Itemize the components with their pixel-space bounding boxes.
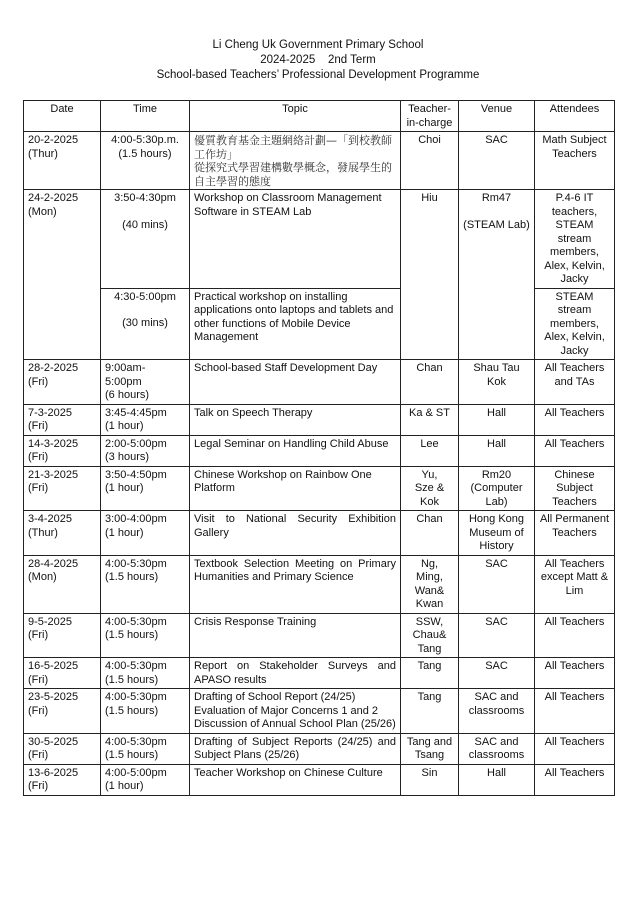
cell-attendees: All Teachers xyxy=(535,404,615,435)
cell-date: 28-4-2025 (Mon) xyxy=(24,555,101,613)
cell-teacher: Choi xyxy=(401,132,459,190)
cell-time: 2:00-5:00pm (3 hours) xyxy=(101,435,190,466)
cell-attendees: All Teachers xyxy=(535,733,615,764)
cell-teacher: SSW, Chau& Tang xyxy=(401,613,459,658)
table-row xyxy=(24,404,615,435)
table-row xyxy=(24,190,615,289)
cell-topic: Drafting of Subject Reports (24/25) and Subject Plans (25/26) xyxy=(190,733,401,764)
cell-attendees: All Permanent Teachers xyxy=(535,511,615,556)
cell-date: 14-3-2025 (Fri) xyxy=(24,435,101,466)
cell-attendees: P.4-6 IT teachers, STEAM stream members, Alex, Kelvin, Jacky xyxy=(535,190,615,289)
cell-venue: SAC xyxy=(459,613,535,658)
cell-teacher: Sin xyxy=(401,764,459,795)
cell-venue: SAC and classrooms xyxy=(459,733,535,764)
cell-venue: SAC xyxy=(459,658,535,689)
cell-time: 4:00-5:30pm (1.5 hours) xyxy=(101,555,190,613)
cell-topic: School-based Staff Development Day xyxy=(190,360,401,405)
table-row xyxy=(24,764,615,795)
cell-date: 3-4-2025 (Thur) xyxy=(24,511,101,556)
table-header-row xyxy=(24,101,615,132)
cell-attendees: All Teachers and TAs xyxy=(535,360,615,405)
cell-time: 3:50-4:50pm (1 hour) xyxy=(101,466,190,511)
col-header-time: Time xyxy=(101,101,190,132)
cell-topic: Talk on Speech Therapy xyxy=(190,404,401,435)
document-header xyxy=(0,38,636,83)
table-row xyxy=(24,689,615,734)
cell-time: 3:50-4:30pm (40 mins) xyxy=(101,190,190,289)
cell-time: 4:30-5:00pm (30 mins) xyxy=(101,288,190,360)
cell-topic: Chinese Workshop on Rainbow One Platform xyxy=(190,466,401,511)
col-header-topic: Topic xyxy=(190,101,401,132)
cell-attendees: All Teachers except Matt & Lim xyxy=(535,555,615,613)
cell-topic: Textbook Selection Meeting on Primary Humanities and Primary Science xyxy=(190,555,401,613)
table-row xyxy=(24,733,615,764)
cell-venue: Hall xyxy=(459,435,535,466)
cell-date: 20-2-2025 (Thur) xyxy=(24,132,101,190)
cell-topic: Practical workshop on installing applications onto laptops and tablets and other functions of Mobile Device Management xyxy=(190,288,401,360)
cell-attendees: Chinese Subject Teachers xyxy=(535,466,615,511)
cell-time: 4:00-5:30pm (1.5 hours) xyxy=(101,689,190,734)
cell-teacher: Chan xyxy=(401,511,459,556)
col-header-teacher-line1: Teacher- xyxy=(408,103,451,115)
school-name: Li Cheng Uk Government Primary School xyxy=(212,39,424,51)
cell-teacher: Tang xyxy=(401,689,459,734)
cell-topic: Visit to National Security Exhibition Gallery xyxy=(190,511,401,556)
cell-teacher: Yu, Sze & Kok xyxy=(401,466,459,511)
table-row xyxy=(24,132,615,190)
cell-venue: Hong Kong Museum of History xyxy=(459,511,535,556)
cell-teacher: Chan xyxy=(401,360,459,405)
table-row xyxy=(24,658,615,689)
cell-teacher: Hiu xyxy=(401,190,459,360)
cell-venue: Hall xyxy=(459,404,535,435)
cell-time: 3:00-4:00pm (1 hour) xyxy=(101,511,190,556)
schedule-table xyxy=(23,100,615,796)
cell-date: 16-5-2025 (Fri) xyxy=(24,658,101,689)
cell-topic: Workshop on Classroom Management Software in STEAM Lab xyxy=(190,190,401,289)
cell-date: 28-2-2025 (Fri) xyxy=(24,360,101,405)
cell-venue: SAC xyxy=(459,132,535,190)
cell-teacher: Tang xyxy=(401,658,459,689)
cell-attendees: Math Subject Teachers xyxy=(535,132,615,190)
col-header-attendees: Attendees xyxy=(535,101,615,132)
col-header-teacher xyxy=(401,101,459,132)
programme-title: School-based Teachers’ Professional Development Programme xyxy=(156,69,480,81)
cell-attendees: All Teachers xyxy=(535,613,615,658)
cell-venue: SAC xyxy=(459,555,535,613)
cell-teacher: Ka & ST xyxy=(401,404,459,435)
col-header-venue: Venue xyxy=(459,101,535,132)
cell-date: 9-5-2025 (Fri) xyxy=(24,613,101,658)
cell-attendees: All Teachers xyxy=(535,658,615,689)
cell-date: 21-3-2025 (Fri) xyxy=(24,466,101,511)
table-row xyxy=(24,435,615,466)
cell-date: 30-5-2025 (Fri) xyxy=(24,733,101,764)
table-row xyxy=(24,613,615,658)
cell-time: 4:00-5:30pm (1.5 hours) xyxy=(101,733,190,764)
cell-attendees: All Teachers xyxy=(535,764,615,795)
cell-topic: Drafting of School Report (24/25) Evaluation of Major Concerns 1 and 2 Discussion of Annual School Plan (25/26) xyxy=(190,689,401,734)
cell-date: 7-3-2025 (Fri) xyxy=(24,404,101,435)
cell-topic: Teacher Workshop on Chinese Culture xyxy=(190,764,401,795)
cell-topic: Report on Stakeholder Surveys and APASO results xyxy=(190,658,401,689)
cell-time: 3:45-4:45pm (1 hour) xyxy=(101,404,190,435)
cell-venue: Rm47 (STEAM Lab) xyxy=(459,190,535,360)
cell-venue: Shau Tau Kok xyxy=(459,360,535,405)
col-header-teacher-line2: in-charge xyxy=(406,116,453,129)
cell-teacher: Tang and Tsang xyxy=(401,733,459,764)
cell-attendees: All Teachers xyxy=(535,689,615,734)
table-row xyxy=(24,466,615,511)
term-label: 2024-2025 2nd Term xyxy=(260,54,376,66)
table-row xyxy=(24,511,615,556)
cell-topic: 優質教育基金主題網絡計劃—「到校教師工作坊」 從探究式學習建構數學概念，發展學生的自主學習的態度 xyxy=(190,132,401,190)
cell-time: 9:00am- 5:00pm (6 hours) xyxy=(101,360,190,405)
cell-attendees: All Teachers xyxy=(535,435,615,466)
cell-attendees: STEAM stream members, Alex, Kelvin, Jacky xyxy=(535,288,615,360)
cell-teacher: Ng, Ming, Wan& Kwan xyxy=(401,555,459,613)
table-row xyxy=(24,360,615,405)
cell-date: 23-5-2025 (Fri) xyxy=(24,689,101,734)
cell-time: 4:00-5:30pm (1.5 hours) xyxy=(101,613,190,658)
cell-venue: Rm20 (Computer Lab) xyxy=(459,466,535,511)
cell-venue: Hall xyxy=(459,764,535,795)
table-row xyxy=(24,555,615,613)
cell-date: 24-2-2025 (Mon) xyxy=(24,190,101,360)
cell-topic: Legal Seminar on Handling Child Abuse xyxy=(190,435,401,466)
cell-time: 4:00-5:30p.m. (1.5 hours) xyxy=(101,132,190,190)
cell-date: 13-6-2025 (Fri) xyxy=(24,764,101,795)
cell-teacher: Lee xyxy=(401,435,459,466)
cell-venue: SAC and classrooms xyxy=(459,689,535,734)
cell-time: 4:00-5:30pm (1.5 hours) xyxy=(101,658,190,689)
cell-time: 4:00-5:00pm (1 hour) xyxy=(101,764,190,795)
col-header-date: Date xyxy=(24,101,101,132)
cell-topic: Crisis Response Training xyxy=(190,613,401,658)
